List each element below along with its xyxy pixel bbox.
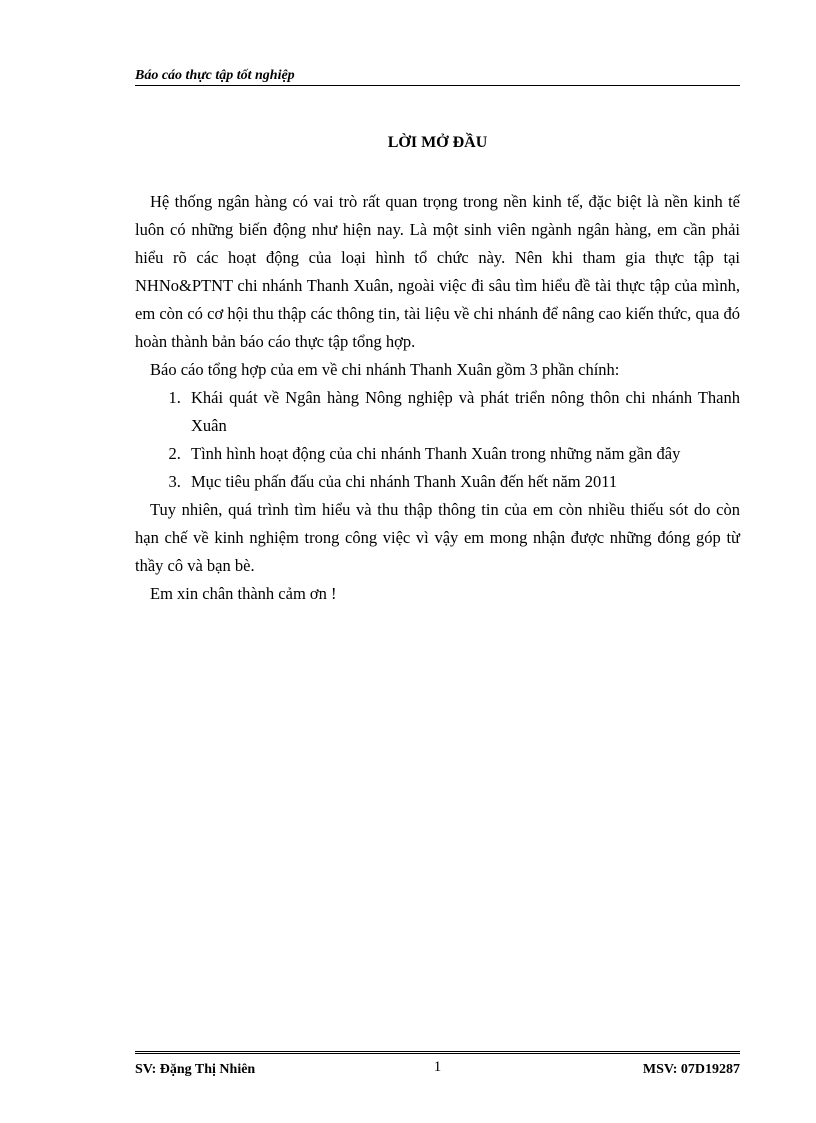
closing-paragraph: Tuy nhiên, quá trình tìm hiểu và thu thập thông tin của em còn nhiều thiếu sót do còn hạn chế về kinh nghiệm trong công việc vì vậy em mong nhận được những đóng góp từ thầy cô và bạn bè. (135, 500, 740, 575)
page-number: 1 (433, 1059, 442, 1075)
intro-paragraph: Hệ thống ngân hàng có vai trò rất quan trọng trong nền kinh tế, đặc biệt là nền kinh tế luôn có những biến động như hiện nay. Là một sinh viên ngành ngân hàng, em cần phải hiểu rõ các hoạt động của loại hình tổ chức này. Nên khi tham gia thực tập tại NHNo&PTNT chi nhánh Thanh Xuân, ngoài việc đi sâu tìm hiểu đề tài thực tập của mình, em còn có cơ hội thu thập các thông tin, tài liệu về chi nhánh để nâng cao kiến thức, qua đó hoàn thành bản báo cáo thực tập tổng hợp. (135, 192, 740, 351)
document-body (135, 188, 740, 608)
list-item: 2. Tình hình hoạt động của chi nhánh Thanh Xuân trong những năm gần đây (185, 440, 740, 468)
thanks-paragraph: Em xin chân thành cảm ơn ! (150, 584, 337, 603)
list-item: 1. Khái quát về Ngân hàng Nông nghiệp và phát triển nông thôn chi nhánh Thanh Xuân (185, 384, 740, 440)
student-id: MSV: 07D19287 (642, 1062, 740, 1077)
list-item: 3. Mục tiêu phấn đấu của chi nhánh Thanh Xuân đến hết năm 2011 (185, 468, 740, 496)
footer-row (135, 1058, 740, 1078)
page-header (135, 68, 740, 86)
header-title: Báo cáo thực tập tốt nghiệp (135, 68, 295, 83)
page-footer (135, 1051, 740, 1078)
document-title: LỜI MỞ ĐẦU (387, 134, 488, 151)
list-intro-paragraph: Báo cáo tổng hợp của em về chi nhánh Thanh Xuân gồm 3 phần chính: (150, 360, 620, 379)
section-list (135, 384, 740, 496)
footer-divider (135, 1051, 740, 1054)
student-name: SV: Đặng Thị Nhiên (135, 1062, 256, 1077)
